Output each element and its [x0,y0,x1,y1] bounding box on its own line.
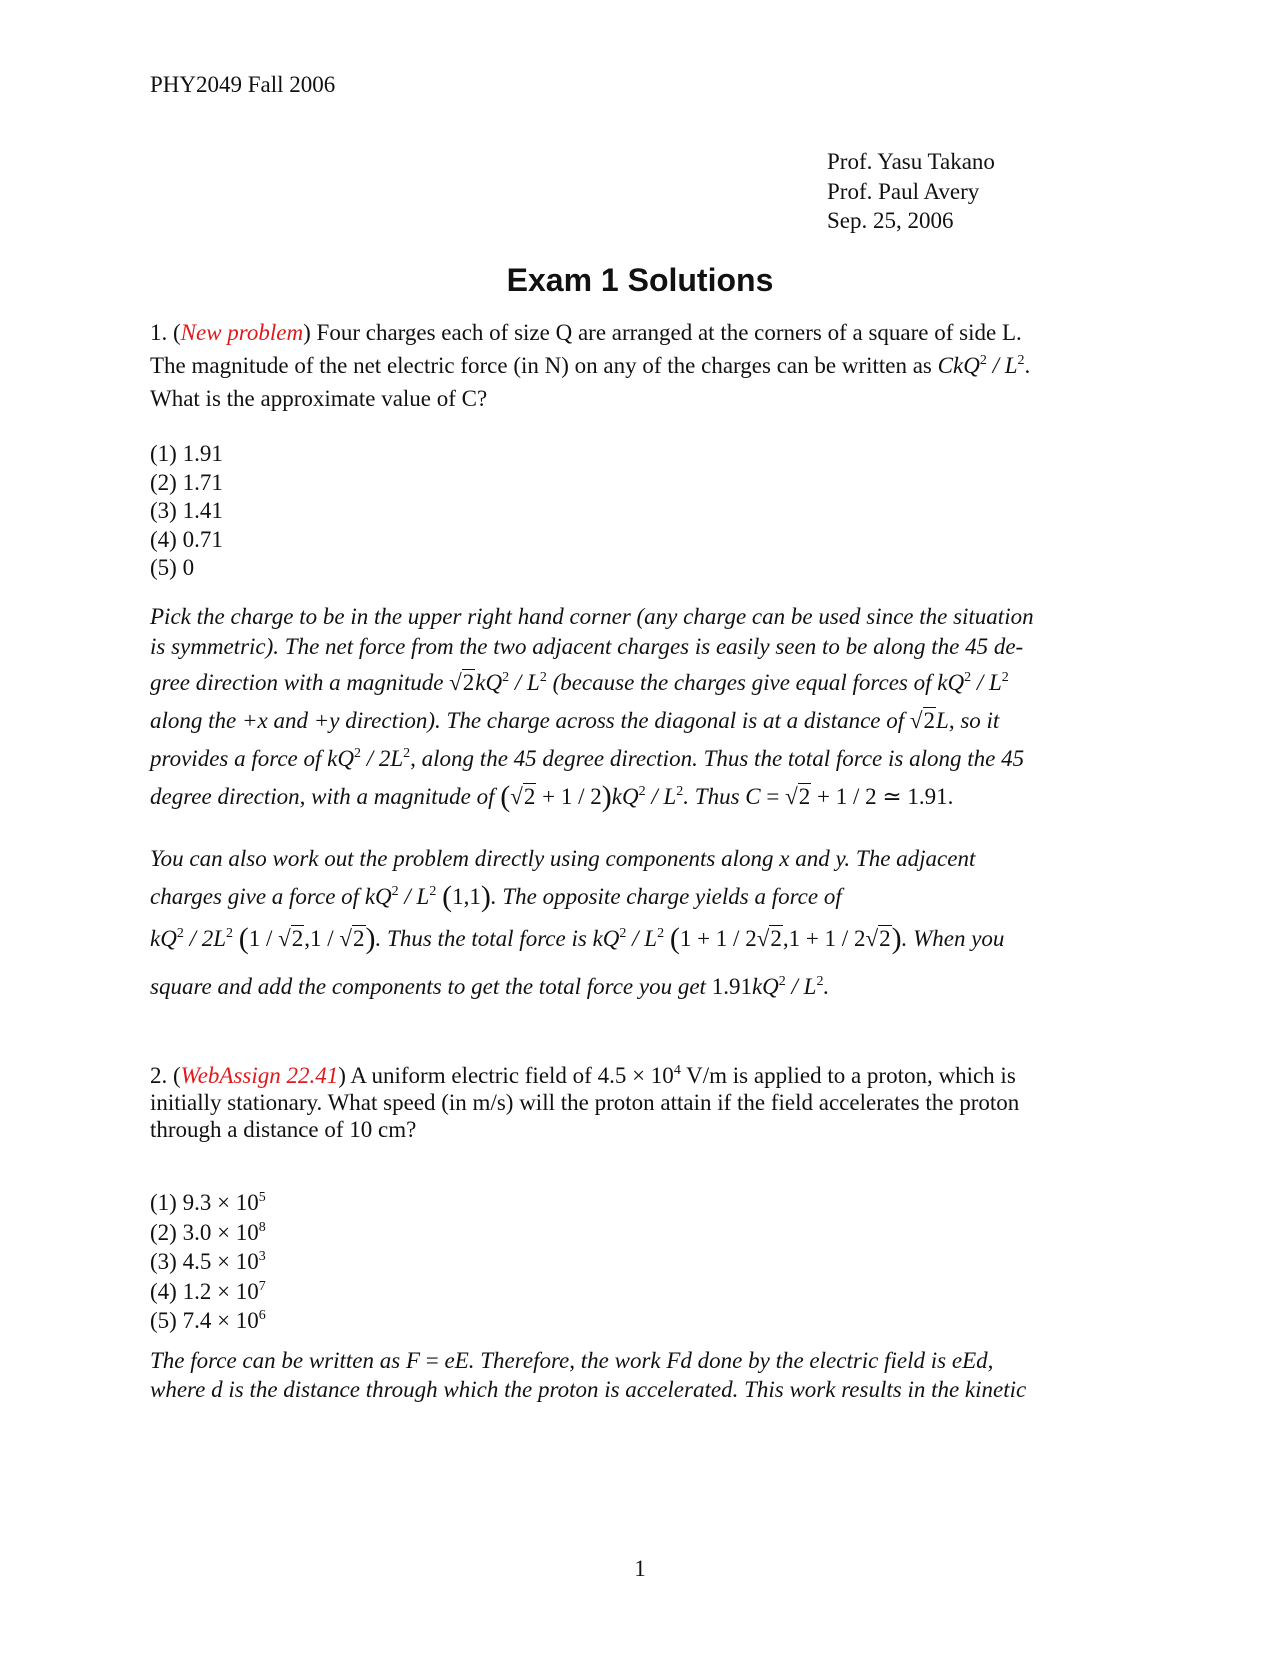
q1-line-2: The magnitude of the net electric force (in N) on any of the charges can be written as $CkQ^2 / L^2$. [150,353,1031,378]
q1-option-5: (5) 0 [150,555,195,581]
q2-option-2: (2) $3.0 \times 10^8$ [150,1219,266,1245]
page-number: 1 [634,1556,646,1581]
q2-line-3: through a distance of 10 cm? [150,1117,417,1142]
q1-option-2: (2) 1.71 [150,469,223,495]
q2-option-5: (5) $7.4 \times 10^6$ [150,1308,266,1333]
q1-solution-2: You can also work out the problem directly using components along x and y. The adjacent charges give a force of $kQ^2 / L^2$ (1,1). The opposite charge yields a force of $kQ^2 / 2L^2$ (1 / √2,1 / √2). Thus the total force is $kQ^2 / L^2$ (1 + 1 / 2√2,1 + 1 / 2√2). When you square and add the components to get the total force you get $1.91kQ^2 / L^2$. [150,846,1005,999]
q2-option-4: (4) $1.2 \times 10^7$ [150,1278,266,1304]
q1-option-1: (1) 1.91 [150,441,223,466]
q1-solution-1: Pick the charge to be in the upper right hand corner (any charge can be used since the situation is symmetric). The net force from the two adjacent charges is easily seen to be along the 45 de- gree direction with a magnitude $√2kQ^2 / L^2$ (because the charges give equal forces of $kQ^2 / L^2$ along the +x and +y direction). The charge across the diagonal is at a distance of √2L, so it provides a force of $kQ^2 / 2L^2$, along the 45 degree direction. Thus the total force is along the 45 degree direction, with a magnitude of $(√2 + 1 / 2)kQ^2 / L^2$. Thus C = √2 + 1 / 2 ≃ 1.91. [150,604,1034,813]
q2-solution: The force can be written as F = eE. Therefore, the work Fd done by the electric field is eEd, where d is the distance through which the proton is accelerated. This work results in the kinetic [150,1348,1027,1402]
q1-source: New problem [180,320,304,345]
q2-source: WebAssign 22.41 [180,1063,339,1088]
q2-option-1: (1) $9.3 \times 10^5$ [150,1190,266,1215]
page-title: Exam 1 Solutions [506,262,774,298]
q2-line-1: 2. (WebAssign 22.41) A uniform electric field of $4.5 \times 10^4$ V/m is applied to a proton, which is [150,1063,1016,1088]
q1-option-4: (4) 0.71 [150,526,223,552]
question-1 [150,316,1130,415]
author-block [827,147,995,236]
q2-line-2: initially stationary. What speed (in m/s) will the proton attain if the field accelerates the proton [150,1090,1020,1115]
q1-line-3: What is the approximate value of C? [150,386,488,411]
q2-options [150,1188,266,1336]
q1-option-3: (3) 1.41 [150,498,223,524]
author-avery: Prof. Paul Avery [827,178,980,204]
q2-option-3: (3) $4.5 \times 10^3$ [150,1249,266,1274]
exam-date: Sep. 25, 2006 [827,208,954,233]
question-2 [150,1062,1130,1143]
course-header: PHY2049 Fall 2006 [150,72,336,97]
q1-line-1: 1. (New problem) Four charges each of size Q are arranged at the corners of a square of side L. [150,320,1022,345]
author-takano: Prof. Yasu Takano [827,149,995,174]
q1-options [150,440,223,583]
